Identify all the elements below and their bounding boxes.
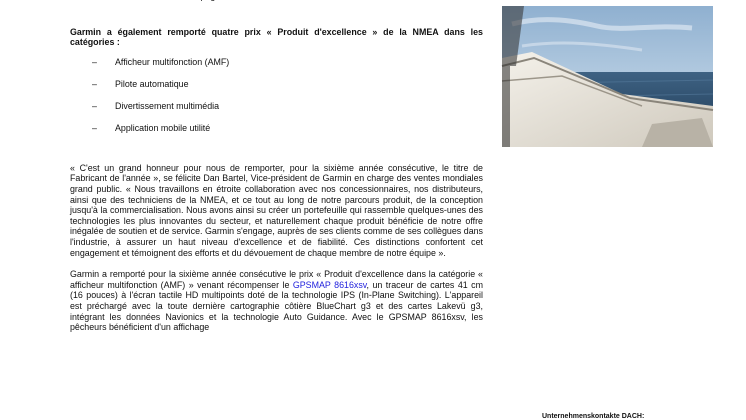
mfd-text-after: , un traceur de cartes 41 cm (16 pouces) à l'écran tactile HD multipoints doté de la technologie IPS (In-Plane Switching). L'appareil est préchargé avec la toute dernière cartographie côtière BlueChart g3 et des cartes Lakevü g3, intégrant les données Navionics et la technologie Auto Guidance. Avec le GPSMAP 8616xsv, les pêcheurs bénéficient d'un affichage (70, 279, 483, 333)
contacts-heading: Unternehmenskontakte DACH: (542, 413, 645, 420)
boat-photo (502, 6, 713, 147)
list-item (70, 79, 483, 101)
gpsmap-link[interactable]: GPSMAP 8616xsv (292, 279, 367, 290)
boat-photo-image (502, 6, 713, 147)
awards-heading: Garmin a également remporté quatre prix « Produit d'excellence » de la NMEA dans les catégories : (70, 26, 483, 48)
bullet-dash: – (92, 100, 97, 111)
award-category: Pilote automatique (115, 78, 189, 89)
bullet-dash: – (92, 122, 97, 133)
award-category: Application mobile utilité (115, 122, 211, 133)
intro-tail-line (70, 0, 483, 2)
main-column (70, 0, 483, 333)
bullet-dash: – (92, 56, 97, 67)
list-item (70, 123, 483, 145)
list-item (70, 101, 483, 123)
award-category: Divertissement multimédia (115, 100, 220, 111)
quote-paragraph: « C'est un grand honneur pour nous de remporter, pour la sixième année consécutive, le titre de Fabricant de l'année », se félicite Dan Bartel, Vice-président de Garmin en charge des ventes mondiales grand public. « Nous travaillons en étroite collaboration avec nos concessionnaires, nos distributeurs, ainsi que des techniciens de la NMEA, et ce tout au long de notre parcours produit, de la conception jusqu'à la commercialisation. Nous avons ainsi su créer un portefeuille qui rassemble quelques-unes des technologies les plus innovantes du secteur, et naturellement chaque produit bénéficie de notre offre inégalée de soutien et de service. Garmin s'engage, auprès de ses clients comme de ses collègues dans l'industrie, à assurer un haut niveau d'excellence et de fiabilité. Ces distinctions confortent cet engagement et témoignent des efforts et du dévouement de chaque membre de notre équipe ». (70, 162, 483, 258)
list-item (70, 57, 483, 79)
awards-list (70, 57, 483, 145)
bullet-dash: – (92, 78, 97, 89)
mfd-award-paragraph (70, 269, 483, 333)
mfd-text-before: Garmin a remporté pour la sixième année consécutive le prix « Produit d'excellence dans la catégorie « afficheur multifonction (AMF) » venant récompenser le (70, 269, 483, 290)
award-category: Afficheur multifonction (AMF) (115, 56, 230, 67)
